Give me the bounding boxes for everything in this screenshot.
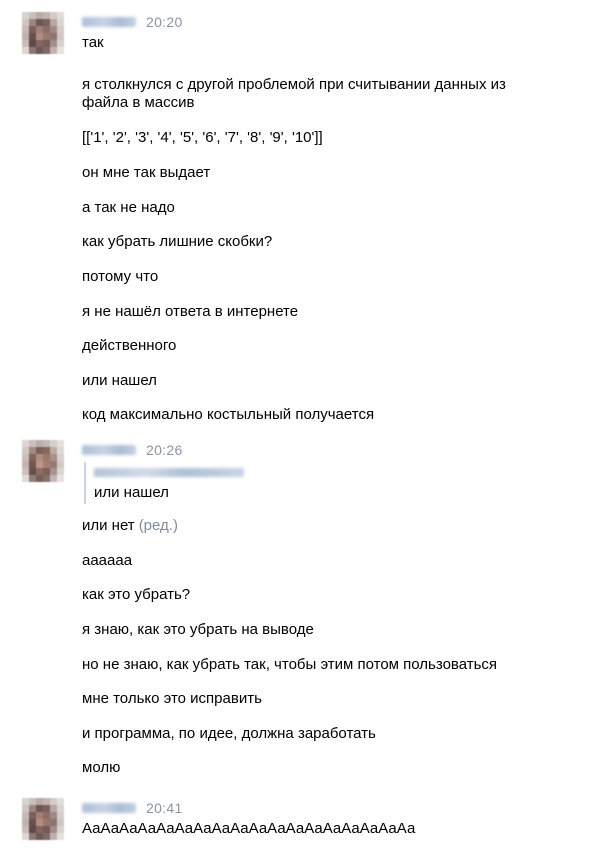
message-line: он мне так выдает	[82, 164, 211, 181]
quote-text: или нашел	[94, 484, 169, 501]
timestamp[interactable]: 20:41	[146, 800, 183, 816]
message-line: действенного	[82, 337, 177, 354]
message-header	[82, 440, 183, 460]
quote-author	[94, 468, 244, 477]
edited-label: (ред.)	[138, 517, 178, 534]
message-line: так	[82, 34, 104, 51]
message-line: а так не надо	[82, 199, 175, 216]
message-line: потому что	[82, 268, 159, 285]
message-line: и программа, по идее, должна заработать	[82, 725, 376, 742]
avatar[interactable]	[22, 440, 64, 482]
timestamp[interactable]: 20:26	[146, 442, 183, 458]
message-line: но не знаю, как убрать так, чтобы этим потом пользоваться	[82, 656, 498, 673]
avatar[interactable]	[22, 798, 64, 840]
message-header	[82, 12, 183, 32]
message-line: я столкнулся с другой проблемой при считывании данных из	[82, 76, 506, 93]
message-line: как это убрать?	[82, 586, 191, 603]
author-name[interactable]	[82, 17, 136, 27]
timestamp[interactable]: 20:20	[146, 14, 183, 30]
message-line: мне только это исправить	[82, 690, 262, 707]
message-line	[82, 517, 178, 535]
message-line: или нашел	[82, 372, 157, 389]
message-line: я знаю, как это убрать на выводе	[82, 621, 314, 638]
message-line: код максимально костыльный получается	[82, 406, 375, 423]
message-line: аааааа	[82, 552, 133, 569]
author-name[interactable]	[82, 803, 136, 813]
message-line: [['1', '2', '3', '4', '5', '6', '7', '8', '9', '10']]	[82, 129, 323, 146]
author-name[interactable]	[82, 445, 136, 455]
message-line: АаАаАаАаАаАаАаАаАаАаАаАаАаАаАаАаАаАа	[82, 820, 416, 837]
message-line: файла в массив	[82, 94, 195, 111]
reply-quote[interactable]	[84, 462, 244, 504]
message-line: как убрать лишние скобки?	[82, 233, 273, 250]
message-text: или нет	[82, 517, 135, 534]
message-header	[82, 798, 183, 818]
message-line: молю	[82, 759, 121, 776]
message-line: я не нашёл ответа в интернете	[82, 303, 299, 320]
avatar[interactable]	[22, 12, 64, 54]
